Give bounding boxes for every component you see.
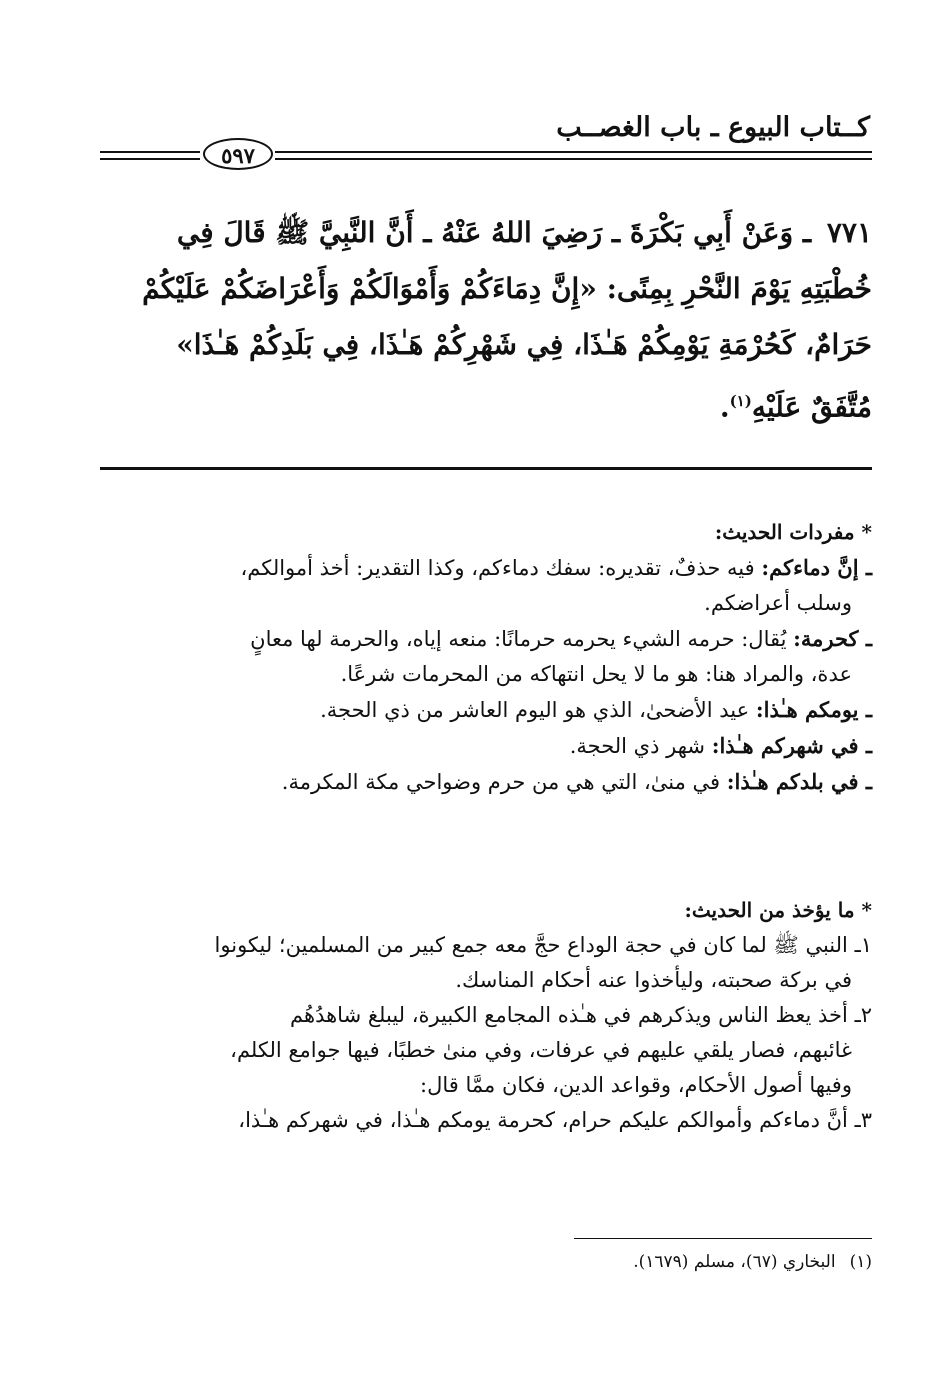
header-rule-right [275, 151, 872, 160]
chapter-title: كــتاب البيوع ـ باب الغصــب [556, 112, 870, 143]
page-number: ٥٩٧ [203, 138, 273, 170]
lesson-item: ١ـ النبي ﷺ لما كان في حجة الوداع حجَّ معه جمع كبير من المسلمين؛ ليكونوا في بركة صحبته، وليأخذوا عنه أحكام المناسك. [214, 933, 872, 992]
vocab-term: ـ في بلدكم هـٰذا: [726, 769, 872, 794]
hadith-number: ٧٧١ [826, 216, 872, 249]
footnote-text: البخاري (٦٧)، مسلم (١٦٧٩). [633, 1252, 836, 1272]
footnote-ref: (١) [729, 392, 752, 410]
footnote-separator [574, 1238, 872, 1239]
vocab-item: ـ كحرمة: يُقال: حرمه الشيء يحرمه حرمانًا: منعه إياه، والحرمة لها معانٍ عدة، والمراد هنا: هو ما لا يحل انتهاكه من المحرمات شرعًا. [250, 626, 872, 686]
vocab-term: ـ في شهركم هـٰذا: [711, 733, 872, 758]
vocab-term: ـ كحرمة: [793, 626, 872, 651]
lessons-section [100, 893, 872, 1138]
vocab-heading: * مفردات الحديث: [714, 520, 872, 544]
hadith-text [100, 205, 872, 435]
lesson-item: ٣ـ أنَّ دماءكم وأموالكم عليكم حرام، كحرمة يومكم هـٰذا، في شهركم هـٰذا، [238, 1108, 872, 1132]
vocab-term: ـ إنَّ دماءكم: [761, 555, 872, 580]
lesson-item: ٢ـ أخذ يعظ الناس ويذكرهم في هـٰذه المجامع الكبيرة، ليبلغ شاهدُهُم غائبهم، فصار يلقي عليهم في عرفات، وفي منىٰ خطبًا، فيها جوامع الكلم، وفيها أصول الأحكام، وقواعد الدين، فكان ممَّا قال: [230, 1003, 872, 1097]
vocab-item: ـ يومكم هـٰذا: عيد الأضحىٰ، الذي هو اليوم العاشر من ذي الحجة. [320, 697, 872, 722]
lesson-number: ٣ـ [854, 1108, 872, 1132]
header-rule-left [100, 151, 200, 160]
hadith-line-2: خُطْبَتِهِ يَوْمَ النَّحْرِ بِمِنًى: «إِنَّ دِمَاءَكُمْ وَأَمْوَالَكُمْ وَأَعْرَاضَكُمْ عَلَيْكُمْ [142, 272, 872, 305]
footnote [633, 1252, 872, 1272]
hadith-line-4: مُتَّفَقٌ عَلَيْهِ$^{(١)}$. [719, 390, 872, 424]
lesson-number: ٢ـ [854, 1003, 872, 1027]
lessons-heading: * ما يؤخذ من الحديث: [684, 898, 872, 922]
vocab-item: ـ في شهركم هـٰذا: شهر ذي الحجة. [569, 733, 872, 758]
vocab-item: ـ في بلدكم هـٰذا: في منىٰ، التي هي من حرم وضواحي مكة المكرمة. [281, 769, 872, 794]
hadith-line-1: ٧٧١ ـ وَعَنْ أَبِي بَكْرَةَ ـ رَضِيَ اللهُ عَنْهُ ـ أَنَّ النَّبِيَّ ﷺ قَالَ فِي [176, 216, 872, 249]
lesson-number: ١ـ [854, 933, 872, 957]
footnote-number: (١) [849, 1252, 872, 1272]
vocab-item: ـ إنَّ دماءكم: فيه حذفٌ، تقديره: سفك دماءكم، وكذا التقدير: أخذ أموالكم، وسلب أعراضكم. [240, 555, 872, 615]
vocab-term: ـ يومكم هـٰذا: [755, 697, 872, 722]
hadith-line-3: حَرَامٌ، كَحُرْمَةِ يَوْمِكُمْ هَـٰذَا، فِي شَهْرِكُمْ هَـٰذَا، فِي بَلَدِكُمْ هَـٰذَا» [176, 328, 872, 361]
vocab-section [100, 515, 872, 800]
separator [100, 467, 872, 470]
